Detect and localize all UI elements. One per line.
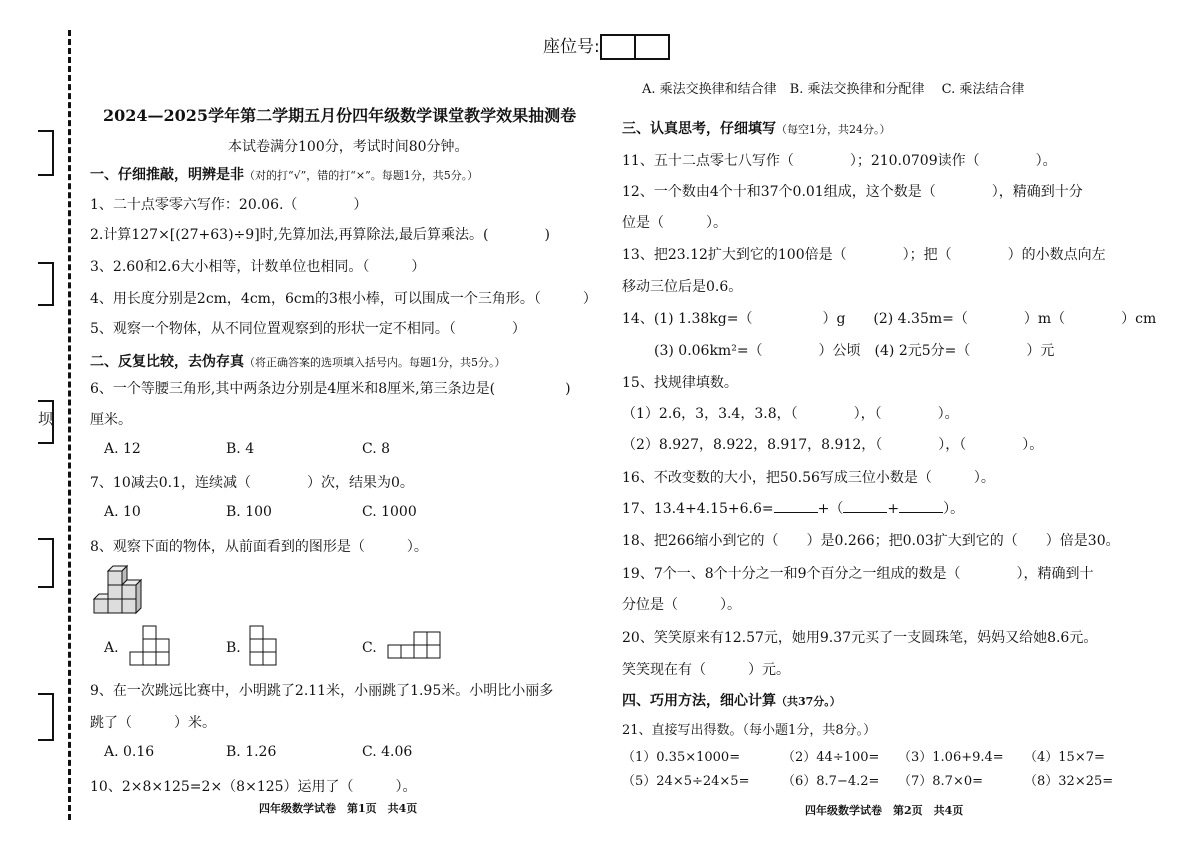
calc-item: （2）44÷100= [782,750,880,765]
seat-box[interactable] [600,34,636,60]
question-4: 4、用长度分别是2cm，4cm，6cm的3根小棒，可以围成一个三角形。（ ） [90,291,597,307]
question-6: 6、一个等腰三角形,其中两条边分别是4厘米和8厘米,第三条边是( ) [90,381,571,397]
blank[interactable] [899,498,943,513]
question-13-cont: 移动三位后是0.6。 [622,279,743,295]
q8-option-c-figure [386,628,442,662]
q8-option-a: A. [104,640,119,656]
question-19-cont: 分位是（ ）。 [622,597,741,613]
q7-option-b: B. 100 [226,504,272,520]
calc-item: （8）32×25= [1024,774,1114,789]
question-15-part2: （2）8.927，8.922，8.917，8.912，（ ），（ ）。 [622,437,1044,453]
question-15-part1: （1）2.6，3，3.4，3.8，（ ），（ ）。 [622,406,959,422]
q8-option-b-figure [248,625,280,669]
calc-item: （4）15×7= [1024,750,1105,765]
q8-option-b: B. [226,640,241,656]
q6-option-b: B. 4 [226,441,255,457]
q7-option-c: C. 1000 [362,504,417,520]
q8-option-c: C. [362,640,377,656]
question-3: 3、2.60和2.6大小相等，计数单位也相同。（ ） [90,259,426,275]
question-13: 13、把23.12扩大到它的100倍是（ ）；把（ ）的小数点向左 [622,247,1106,263]
question-19: 19、7个一、8个十分之一和9个百分之一组成的数是（ ），精确到十 [622,566,1094,582]
binding-glyph: 坝 [38,410,54,428]
question-21: 21、直接写出得数。（每小题1分，共8分。） [622,723,877,738]
question-8: 8、观察下面的物体，从前面看到的图形是（ ）。 [90,539,428,555]
q9-option-c: C. 4.06 [362,744,413,760]
question-12: 12、一个数由4个十和37个0.01组成，这个数是（ ），精确到十分 [622,184,1083,200]
question-1: 1、二十点零零六写作：20.06.（ ） [90,197,368,213]
seat-label: 座位号: [543,37,600,57]
exam-subtitle: 本试卷满分100分，考试时间80分钟。 [228,139,469,155]
right-footer: 四年级数学试卷 第2页 共4页 [805,804,964,817]
q9-option-a: A. 0.16 [104,744,155,760]
question-20-cont: 笑笑现在有（ ）元。 [622,662,790,678]
seat-number [543,32,670,60]
binding-bracket [38,262,54,306]
question-12-cont: 位是（ ）。 [622,215,727,231]
calc-item: （6）8.7−4.2= [782,774,880,789]
question-9: 9、在一次跳远比赛中，小明跳了2.11米，小丽跳了1.95米。小明比小丽多 [90,683,554,699]
question-9-cont: 跳了（ ）米。 [90,715,216,731]
section-2-heading: 二、反复比较，去伪存真（将正确答案的选项填入括号内。每题1分，共5分。） [90,354,506,370]
q8-option-a-figure [128,625,172,669]
q10-options: A. 乘法交换律和结合律 B. 乘法交换律和分配律 C. 乘法结合律 [642,82,1025,97]
exam-title: 2024—2025学年第二学期五月份四年级数学课堂教学效果抽测卷 [103,106,577,125]
question-18: 18、把266缩小到它的（ ）是0.266；把0.03扩大到它的（ ）倍是30。 [622,533,1120,549]
binding-bracket [38,693,54,741]
calc-item: （5）24×5÷24×5= [622,774,750,789]
question-14-part1: 14、(1) 1.38kg=（ ）g (2) 4.35m=（ ）m（ ）cm [622,311,1157,327]
section-4-heading: 四、巧用方法，细心计算（共37分。） [622,693,841,709]
q7-option-a: A. 10 [104,504,141,520]
section-1-heading: 一、仔细推敲，明辨是非（对的打“√”，错的打“×”。每题1分，共5分。） [90,167,479,183]
binding-bracket [38,130,54,176]
question-2: 2.计算127×[(27+63)÷9]时,先算加法,再算除法,最后算乘法。( ) [90,227,550,243]
section-3-heading: 三、认真思考，仔细填写（每空1分，共24分。） [622,121,891,137]
question-10: 10、2×8×125=2×（8×125）运用了（ ）。 [90,779,417,795]
question-7: 7、10减去0.1，连续减（ ）次，结果为0。 [90,475,414,491]
question-17: 17、13.4+4.15+6.6= +（ + ）。 [622,498,964,518]
binding-dashed-line [68,30,71,820]
seat-box[interactable] [636,34,670,60]
question-11: 11、五十二点零七八写作（ ）；210.0709读作（ ）。 [622,153,1057,169]
question-15: 15、找规律填数。 [622,375,738,391]
question-6-cont: 厘米。 [90,412,132,428]
blank[interactable] [774,498,818,513]
blank[interactable] [843,498,887,513]
calc-item: （3）1.06+9.4= [898,750,1004,765]
binding-bracket [38,538,54,588]
cube-object-figure [92,563,152,615]
q9-option-b: B. 1.26 [226,744,277,760]
calc-item: （7）8.7×0= [898,774,984,789]
question-16: 16、不改变数的大小，把50.56写成三位小数是（ ）。 [622,470,995,486]
question-20: 20、笑笑原来有12.57元，她用9.37元买了一支圆珠笔，妈妈又给她8.6元。 [622,630,1098,646]
q6-option-c: C. 8 [362,441,391,457]
q6-option-a: A. 12 [104,441,141,457]
question-14-part2: (3) 0.06km²=（ ）公顷 (4) 2元5分=（ ）元 [654,343,1055,359]
calc-item: （1）0.35×1000= [622,750,741,765]
left-footer: 四年级数学试卷 第1页 共4页 [259,802,418,815]
question-5: 5、观察一个物体，从不同位置观察到的形状一定不相同。（ ） [90,321,526,337]
